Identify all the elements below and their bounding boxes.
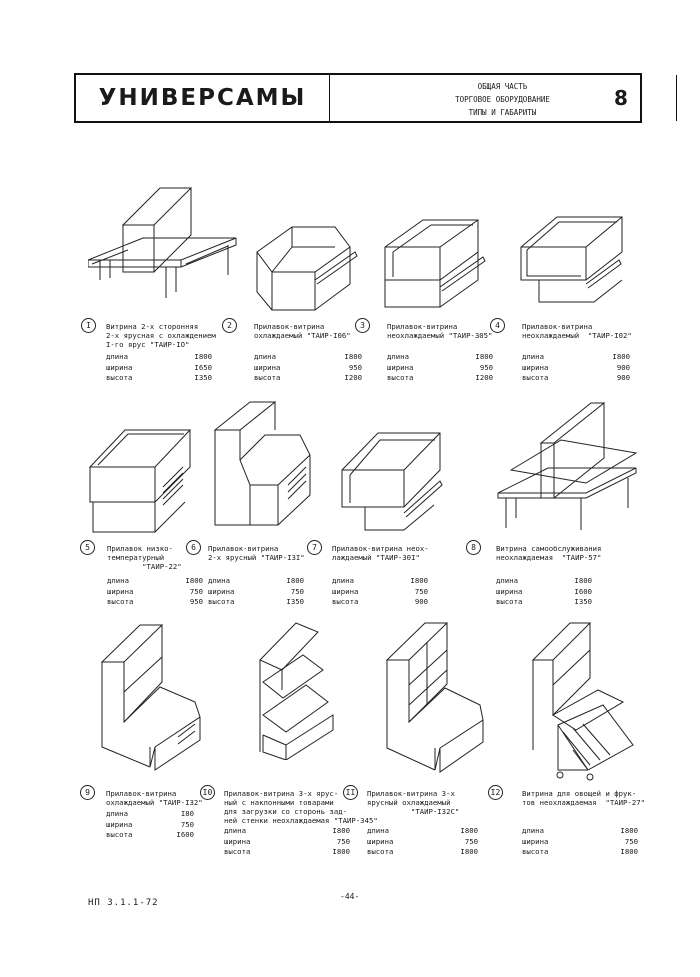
item-description-5: Прилавок низко- температурный "ТАИР-22" <box>107 544 182 571</box>
subtitle-line-2: ТОРГОВОЕ ОБОРУДОВАНИЕ <box>455 95 550 104</box>
item-description-8: Витрина самообслуживания неохлаждаемая "ТАИР-57" <box>496 544 602 562</box>
height-label: высота <box>496 597 523 606</box>
height-label: высота <box>367 847 394 856</box>
drawing-10-three-tier-counter <box>238 620 343 760</box>
drawing-8-self-service-showcase <box>496 398 641 533</box>
length-label: длина <box>387 352 409 361</box>
width-value: 750 <box>414 586 428 596</box>
length-value: I800 <box>574 576 592 585</box>
height-label: высота <box>106 373 133 382</box>
item-number-1: I <box>81 318 96 333</box>
height-label: высота <box>522 373 549 382</box>
length-label: длина <box>367 826 389 835</box>
height-value: I350 <box>574 597 592 606</box>
title-block <box>74 73 642 123</box>
sheet-number: 8 <box>614 86 628 110</box>
height-label: высота <box>106 830 133 839</box>
item-number-6: 6 <box>186 540 201 555</box>
height-value: I350 <box>286 597 304 606</box>
height-label: высота <box>254 373 281 382</box>
sheet-title: УНИВЕРСАМЫ <box>76 75 330 121</box>
item-number-11: II <box>343 785 358 800</box>
page-number: -44- <box>340 892 360 901</box>
height-value: I800 <box>460 847 478 856</box>
item-description-12: Витрина для овощей и фрук- тов неохлаждаемая "ТАИР-27" <box>522 789 646 807</box>
item-specs-12 <box>522 826 638 858</box>
length-label: длина <box>254 352 276 361</box>
height-label: высота <box>522 847 549 856</box>
drawing-9-refrigerated-counter <box>100 622 205 772</box>
length-label: длина <box>522 826 544 835</box>
length-value: I800 <box>475 352 493 361</box>
length-value: I800 <box>620 826 638 835</box>
width-label: ширина <box>106 362 133 372</box>
length-value: I800 <box>286 576 304 585</box>
item-specs-6 <box>208 576 304 608</box>
item-description-3: Прилавок-витрина неохлаждаемый "ТАИР-305" <box>387 322 493 340</box>
item-number-10: I0 <box>200 785 215 800</box>
item-number-8: 8 <box>466 540 481 555</box>
item-specs-8 <box>496 576 592 608</box>
item-number-7: 7 <box>307 540 322 555</box>
width-value: 750 <box>336 836 350 846</box>
width-value: 750 <box>464 836 478 846</box>
item-description-6: Прилавок-витрина 2-х ярусный "ТАИР-I3I" <box>208 544 305 562</box>
drawing-5-low-temp-counter <box>88 427 193 537</box>
item-specs-2 <box>254 352 362 384</box>
width-value: 900 <box>616 362 630 372</box>
item-number-3: 3 <box>355 318 370 333</box>
height-label: высота <box>107 597 134 606</box>
width-label: ширина <box>254 362 281 372</box>
item-specs-9 <box>106 809 194 841</box>
height-value: I800 <box>620 847 638 856</box>
width-value: 950 <box>348 362 362 372</box>
width-label: ширина <box>224 836 251 846</box>
width-value: 950 <box>479 362 493 372</box>
item-number-5: 5 <box>80 540 95 555</box>
width-value: I650 <box>194 362 212 372</box>
item-specs-7 <box>332 576 428 608</box>
item-description-2: Прилавок-витрина охлаждаемый "ТАИР-I06" <box>254 322 351 340</box>
drawing-12-vegetable-showcase <box>528 620 638 785</box>
length-label: длина <box>522 352 544 361</box>
height-value: I200 <box>344 373 362 382</box>
height-value: 900 <box>616 373 630 382</box>
length-value: I800 <box>332 826 350 835</box>
drawing-3-counter-showcase <box>383 212 488 312</box>
width-value: 750 <box>290 586 304 596</box>
item-description-7: Прилавок-витрина неох- лаждаемый "ТАИР-30I" <box>332 544 429 562</box>
drawing-11-three-tier-counter <box>385 620 490 775</box>
item-specs-4 <box>522 352 630 384</box>
height-value: I600 <box>176 830 194 839</box>
item-description-10: Прилавок-витрина 3-х ярус- ный с наклонными товарами для загрузки со сторонь зад- ней стенки неохлаждаемая "ТАИР-345" <box>224 789 378 825</box>
length-value: I800 <box>410 576 428 585</box>
drawing-1-two-tier-showcase <box>88 180 248 315</box>
item-specs-11 <box>367 826 478 858</box>
length-value: I80 <box>180 809 194 818</box>
height-label: высота <box>332 597 359 606</box>
height-value: I800 <box>332 847 350 856</box>
item-specs-10 <box>224 826 350 858</box>
height-value: 900 <box>414 597 428 606</box>
length-label: длина <box>208 576 230 585</box>
drawing-2-counter-showcase <box>255 212 360 312</box>
width-label: ширина <box>107 586 134 596</box>
item-number-9: 9 <box>80 785 95 800</box>
width-label: ширина <box>496 586 523 596</box>
length-label: длина <box>224 826 246 835</box>
length-label: длина <box>106 352 128 361</box>
subtitle-line-1: ОБЩАЯ ЧАСТЬ <box>477 82 528 91</box>
item-number-2: 2 <box>222 318 237 333</box>
item-number-4: 4 <box>490 318 505 333</box>
item-number-12: I2 <box>488 785 503 800</box>
item-description-11: Прилавок-витрина 3-х ярусный охлаждаемый "ТАИР-I32С" <box>367 789 460 816</box>
length-label: длина <box>106 809 128 818</box>
width-label: ширина <box>367 836 394 846</box>
height-value: I350 <box>194 373 212 382</box>
width-label: ширина <box>387 362 414 372</box>
height-label: высота <box>208 597 235 606</box>
width-label: ширина <box>522 362 549 372</box>
drawing-7-counter-showcase <box>340 425 445 535</box>
item-description-1: Витрина 2-х сторонняя 2-х ярусная с охлаждением I-го ярус "ТАИР-IO" <box>106 322 216 349</box>
height-value: I200 <box>475 373 493 382</box>
height-label: высота <box>387 373 414 382</box>
length-value: I800 <box>185 576 203 585</box>
height-value: 950 <box>189 597 203 606</box>
document-code: НП 3.1.1-72 <box>88 898 159 908</box>
drawing-4-counter-showcase <box>519 212 624 307</box>
item-specs-5 <box>107 576 203 608</box>
item-description-9: Прилавок-витрина охлаждаемый "ТАИР-I32" <box>106 789 203 807</box>
subtitle-line-3: ТИПЫ И ГАБАРИТЫ <box>468 108 537 117</box>
width-value: 750 <box>189 586 203 596</box>
drawing-6-two-tier-counter <box>210 400 315 530</box>
width-label: ширина <box>106 819 133 829</box>
width-value: 750 <box>180 819 194 829</box>
length-value: I800 <box>194 352 212 361</box>
length-value: I800 <box>612 352 630 361</box>
item-description-4: Прилавок-витрина неохлаждаемый "ТАИР-I02" <box>522 322 632 340</box>
item-specs-3 <box>387 352 493 384</box>
length-label: длина <box>107 576 129 585</box>
length-value: I800 <box>460 826 478 835</box>
width-label: ширина <box>208 586 235 596</box>
height-label: высота <box>224 847 251 856</box>
width-label: ширина <box>332 586 359 596</box>
length-label: длина <box>496 576 518 585</box>
length-label: длина <box>332 576 354 585</box>
width-label: ширина <box>522 836 549 846</box>
width-value: 750 <box>624 836 638 846</box>
width-value: I600 <box>574 586 592 596</box>
item-specs-1 <box>106 352 212 384</box>
length-value: I800 <box>344 352 362 361</box>
